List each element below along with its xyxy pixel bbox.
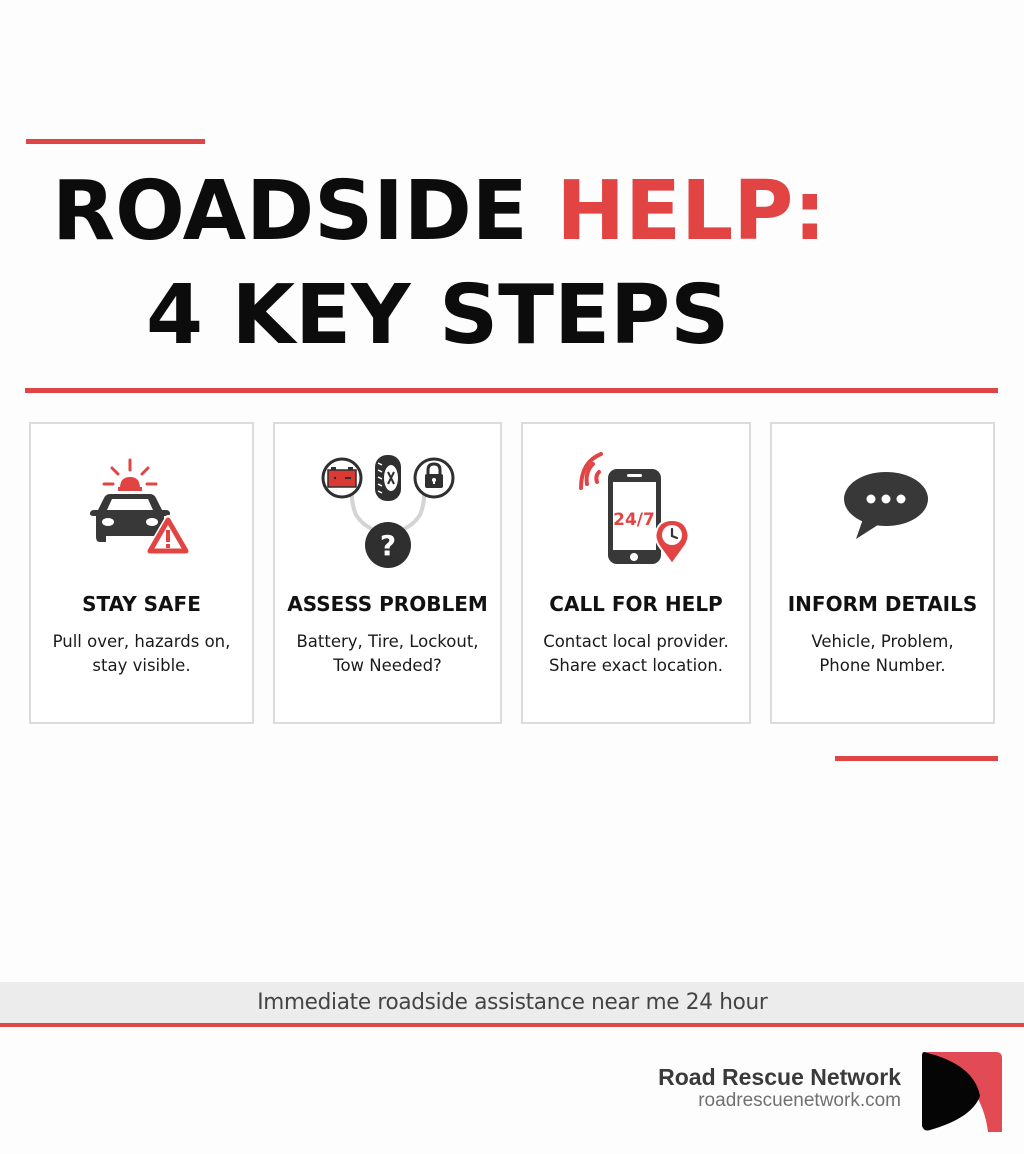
step-card-stay-safe xyxy=(29,422,254,724)
battery-tire-lock-question-icon xyxy=(275,442,500,572)
step-title: CALL FOR HELP xyxy=(549,592,723,616)
title-word-roadside: ROADSIDE xyxy=(52,164,528,259)
svg-text:24/7: 24/7 xyxy=(613,510,655,530)
car-with-siren-and-warning-icon xyxy=(31,442,252,572)
step-card-inform-details xyxy=(770,422,995,724)
step-description: Contact local provider. Share exact location. xyxy=(543,632,729,675)
svg-text:?: ? xyxy=(379,528,396,562)
step-title: STAY SAFE xyxy=(82,592,201,616)
page-title-line2: 4 KEY STEPS xyxy=(146,268,730,363)
page-title-line1 xyxy=(52,164,827,259)
tagline-band xyxy=(0,982,1024,1023)
step-description: Vehicle, Problem, Phone Number. xyxy=(811,632,954,675)
phone-247-location-icon xyxy=(523,442,749,572)
brand-url[interactable]: roadrescuenetwork.com xyxy=(698,1090,901,1111)
brand-name: Road Rescue Network xyxy=(658,1064,901,1090)
step-card-assess-problem xyxy=(273,422,502,724)
step-description: Pull over, hazards on, stay visible. xyxy=(52,632,231,675)
title-word-help: HELP: xyxy=(556,164,827,259)
top-accent-bar xyxy=(26,139,205,144)
header-divider xyxy=(25,388,998,393)
lower-accent-bar xyxy=(835,756,998,761)
step-title: ASSESS PROBLEM xyxy=(287,592,488,616)
footer-divider xyxy=(0,1023,1024,1027)
tagline-text: Immediate roadside assistance near me 24 hour xyxy=(256,990,768,1015)
step-description: Battery, Tire, Lockout, Tow Needed? xyxy=(296,632,479,675)
speech-bubble-icon xyxy=(772,442,993,572)
step-title: INFORM DETAILS xyxy=(787,592,978,616)
road-rescue-logo-icon xyxy=(922,1052,1002,1132)
step-card-call-for-help xyxy=(521,422,751,724)
